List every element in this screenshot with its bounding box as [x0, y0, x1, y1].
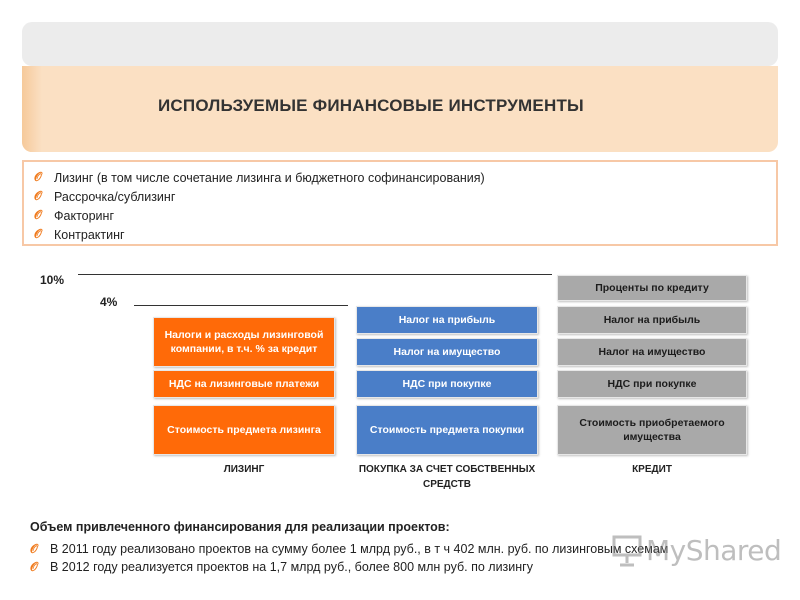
swirl-bullet-icon: 𝒪	[34, 170, 42, 184]
level-4-label: 4%	[100, 295, 118, 309]
leasing-cost-box: Стоимость предмета лизинга	[153, 405, 335, 455]
own-property-tax-box: Налог на имущество	[356, 338, 538, 366]
financing-list	[30, 540, 668, 576]
list-item: 𝒪 Контрактинг	[34, 227, 125, 242]
level-4-line	[134, 305, 348, 306]
credit-label: КРЕДИТ	[632, 464, 672, 475]
swirl-bullet-icon: 𝒪	[34, 227, 42, 241]
presentation-icon	[612, 533, 642, 567]
list-item: 𝒪 Факторинг	[34, 208, 114, 223]
level-10-label: 10%	[40, 273, 65, 287]
swirl-bullet-icon: 𝒪	[30, 559, 38, 574]
credit-interest-box: Проценты по кредиту	[557, 275, 747, 301]
swirl-bullet-icon: 𝒪	[30, 541, 38, 556]
list-item: 𝒪 Рассрочка/сублизинг	[34, 189, 176, 204]
swirl-bullet-icon: 𝒪	[34, 208, 42, 222]
watermark	[612, 533, 781, 567]
level-10-line	[78, 274, 552, 275]
slide-title: ИСПОЛЬЗУЕМЫЕ ФИНАНСОВЫЕ ИНСТРУМЕНТЫ	[158, 96, 584, 115]
own-vat-box: НДС при покупке	[356, 370, 538, 398]
credit-vat-box: НДС при покупке	[557, 370, 747, 398]
list-item: 𝒪 Лизинг (в том числе сочетание лизинга и бюджетного софинансирования)	[34, 170, 485, 185]
watermark-text: MyShared	[646, 533, 782, 567]
header-strip	[22, 22, 778, 66]
credit-property-tax-box: Налог на имущество	[557, 338, 747, 366]
credit-profit-tax-box: Налог на прибыль	[557, 306, 747, 334]
leasing-vat-box: НДС на лизинговые платежи	[153, 370, 335, 398]
list-item: 𝒪 В 2012 году реализуется проектов на 1,7 млрд руб., более 800 млн руб. по лизингу	[30, 559, 533, 574]
swirl-bullet-icon: 𝒪	[34, 189, 42, 203]
list-item: 𝒪 В 2011 году реализовано проектов на сумму более 1 млрд руб., в т ч 402 млн. руб. по лизинговым схемам	[30, 541, 669, 556]
leasing-taxes-box: Налоги и расходы лизинговой компании, в т.ч. % за кредит	[153, 317, 335, 367]
own-cost-box: Стоимость предмета покупки	[356, 405, 538, 455]
financing-title: Объем привлеченного финансирования для реализации проектов:	[30, 520, 450, 534]
leasing-label: ЛИЗИНГ	[223, 464, 265, 475]
credit-cost-box: Стоимость приобретаемого имущества	[557, 405, 747, 455]
instruments-list	[34, 168, 776, 244]
instruments-box	[22, 160, 778, 246]
own-profit-tax-box: Налог на прибыль	[356, 306, 538, 334]
own-funds-label: ПОКУПКА ЗА СЧЕТ СОБСТВЕННЫХ СРЕДСТВ	[358, 464, 536, 490]
